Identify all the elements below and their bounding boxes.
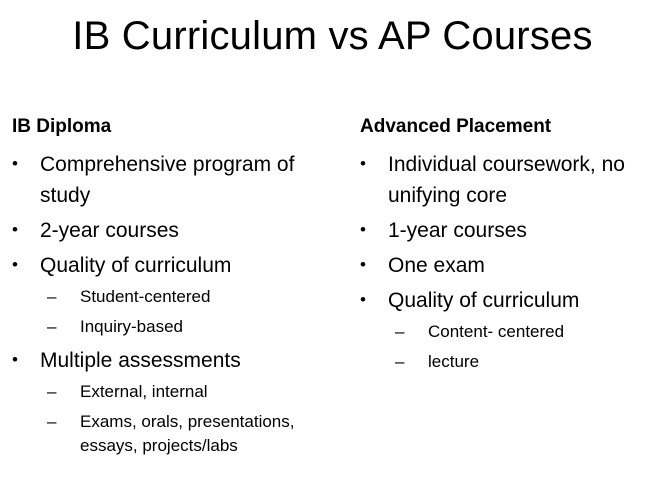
ib-diploma-list xyxy=(12,149,342,281)
sub-list-item xyxy=(47,315,342,339)
bullet-icon: • xyxy=(360,154,366,173)
list-item xyxy=(12,250,342,281)
list-item-text: 1-year courses xyxy=(388,219,527,242)
list-item xyxy=(360,250,660,281)
dash-icon: – xyxy=(395,322,405,341)
bullet-icon: • xyxy=(12,350,18,369)
bullet-icon: • xyxy=(12,220,18,239)
bullet-icon: • xyxy=(12,255,18,274)
sub-list-item-text: Inquiry-based xyxy=(80,317,184,336)
dash-icon: – xyxy=(47,287,57,306)
sub-list-item-text: Exams, orals, presentations, essays, projects/labs xyxy=(80,412,295,455)
list-item-text: Quality of curriculum xyxy=(388,289,580,312)
list-item xyxy=(12,215,342,246)
list-item xyxy=(12,149,342,211)
sub-list-item xyxy=(47,410,342,458)
bullet-icon: • xyxy=(360,220,366,239)
dash-icon: – xyxy=(47,382,57,401)
list-item-text: Individual coursework, no unifying core xyxy=(388,153,625,207)
list-item-text: One exam xyxy=(388,254,485,277)
list-item xyxy=(12,345,342,376)
list-item xyxy=(360,149,660,211)
list-item-text: 2-year courses xyxy=(40,219,179,242)
sub-list-item-text: External, internal xyxy=(80,382,208,401)
advanced-placement-heading: Advanced Placement xyxy=(360,116,552,137)
list-item xyxy=(360,285,660,316)
dash-icon: – xyxy=(395,352,405,371)
list-item-text: Comprehensive program of study xyxy=(40,153,295,207)
dash-icon: – xyxy=(47,412,57,431)
sub-list-item-text: lecture xyxy=(428,352,480,371)
sub-list xyxy=(12,285,342,339)
list-item-text: Quality of curriculum xyxy=(40,254,232,277)
bullet-icon: • xyxy=(360,290,366,309)
sub-list-item-text: Content- centered xyxy=(428,322,565,341)
bullet-icon: • xyxy=(360,255,366,274)
slide-title: IB Curriculum vs AP Courses xyxy=(72,14,593,58)
sub-list-item xyxy=(47,285,342,309)
ib-diploma-column xyxy=(12,114,342,464)
list-item xyxy=(360,215,660,246)
list-item-text: Multiple assessments xyxy=(40,349,241,372)
sub-list xyxy=(12,380,342,458)
sub-list xyxy=(360,320,660,374)
ib-diploma-heading: IB Diploma xyxy=(12,116,112,137)
dash-icon: – xyxy=(47,317,57,336)
ib-diploma-list-continued xyxy=(12,345,342,376)
sub-list-item xyxy=(395,320,660,344)
sub-list-item-text: Student-centered xyxy=(80,287,211,306)
advanced-placement-list xyxy=(360,149,660,316)
advanced-placement-column xyxy=(360,114,660,380)
bullet-icon: • xyxy=(12,154,18,173)
sub-list-item xyxy=(395,350,660,374)
sub-list-item xyxy=(47,380,342,404)
